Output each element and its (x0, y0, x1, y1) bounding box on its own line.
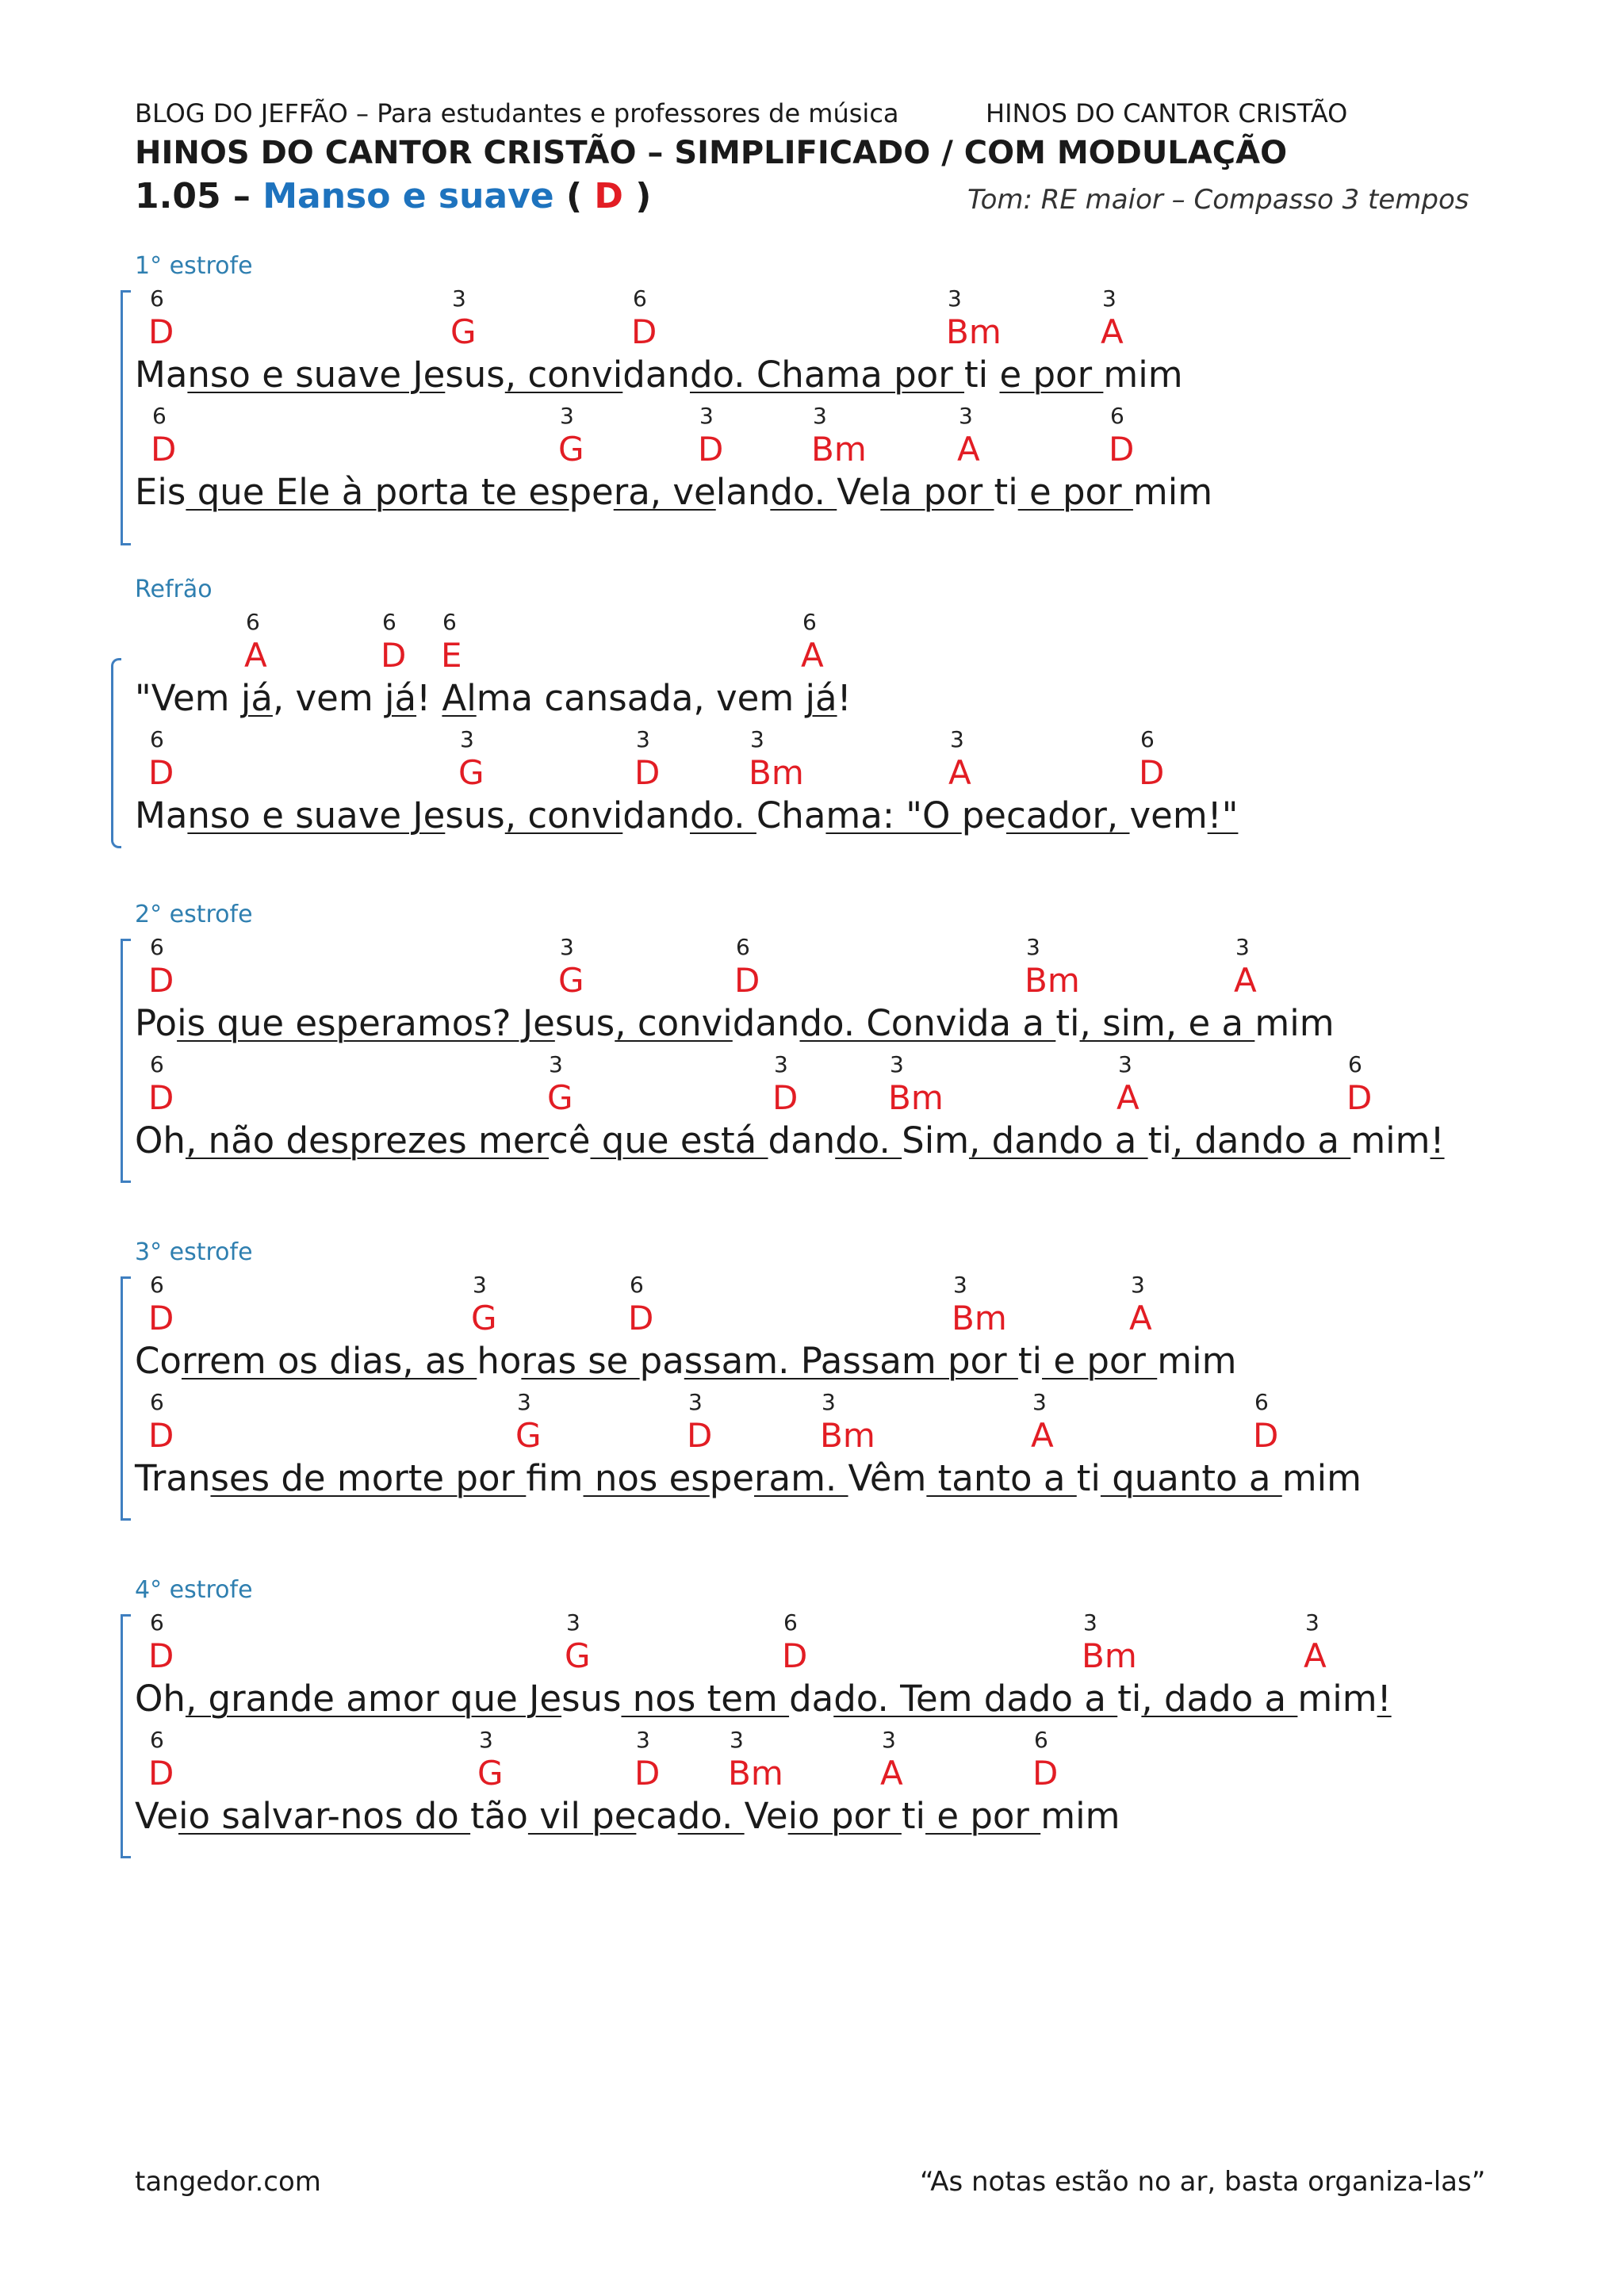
lyric-line (135, 1002, 1335, 1044)
beat-count: 6 (630, 1272, 644, 1298)
beat-count: 3 (948, 285, 962, 312)
lyric-text: pe (709, 1457, 755, 1499)
beat-count: 6 (150, 285, 164, 312)
chord-symbol: G (458, 753, 485, 792)
lyric-text: ! (837, 677, 852, 719)
beat-count: 6 (150, 1609, 164, 1636)
lyric-text: Oh (135, 1678, 186, 1720)
lyric-text: sus (561, 1678, 622, 1720)
section-label-1: 1° estrofe (135, 252, 253, 280)
beat-count: 3 (688, 1389, 703, 1415)
stressed-syllable: ra, ve (613, 471, 716, 513)
lyric-text: dan (622, 794, 690, 836)
tom-info: Tom: RE maior – Compasso 3 tempos (967, 184, 1469, 216)
lyric-text: dan (622, 354, 690, 396)
lyric-line (135, 1795, 1120, 1837)
chord-symbol: D (1109, 430, 1135, 469)
lyric-text: ho (477, 1340, 522, 1382)
beat-count: 6 (246, 609, 260, 635)
beat-count: 6 (1254, 1389, 1269, 1415)
section-label-4: 4° estrofe (135, 1576, 253, 1604)
chord-symbol: A (244, 636, 267, 675)
chord-symbol: G (558, 961, 584, 1000)
beat-count: 6 (736, 934, 750, 960)
chord-symbol: G (565, 1636, 591, 1675)
document-title: HINOS DO CANTOR CRISTÃO – SIMPLIFICADO / COM MODULAÇÃO (135, 135, 1288, 171)
section-bracket-3 (121, 1276, 131, 1521)
chord-symbol: G (450, 312, 477, 351)
beat-count: 3 (517, 1389, 531, 1415)
lyric-text: Ve (744, 1795, 788, 1837)
chord-symbol: Bm (946, 312, 1002, 351)
chord-symbol: A (1101, 312, 1124, 351)
lyric-text: pe (569, 471, 614, 513)
beat-count: 3 (699, 403, 714, 429)
lyric-text: tão (470, 1795, 528, 1837)
stressed-syllable: e por (1042, 1340, 1158, 1382)
stressed-syllable: , convi (504, 354, 623, 396)
stressed-syllable: , dando a (969, 1119, 1148, 1161)
stressed-syllable: do. (835, 1119, 902, 1161)
chord-symbol: D (687, 1416, 713, 1455)
beat-count: 3 (730, 1727, 744, 1753)
beat-count: 6 (783, 1609, 798, 1636)
lyric-text: sus (554, 1002, 615, 1044)
chord-symbol: Bm (1025, 961, 1080, 1000)
beat-count: 3 (1131, 1272, 1145, 1298)
beat-count: 3 (950, 726, 964, 752)
chord-symbol: E (441, 636, 462, 675)
lyric-text: Oh (135, 1119, 186, 1161)
lyric-text: Ma (135, 354, 188, 396)
lyric-text: Co (135, 1340, 182, 1382)
chord-symbol: G (547, 1078, 573, 1117)
chord-symbol: D (148, 753, 174, 792)
beat-count: 3 (566, 1609, 580, 1636)
stressed-syllable: ! (1377, 1678, 1392, 1720)
beat-count: 3 (822, 1389, 836, 1415)
chord-symbol: D (634, 1754, 661, 1793)
stressed-syllable: ram. (754, 1457, 848, 1499)
chord-symbol: D (734, 961, 760, 1000)
stressed-syllable: Al (442, 677, 477, 719)
stressed-syllable: , não desprezes mer (185, 1119, 550, 1161)
stressed-syllable: , convi (615, 1002, 733, 1044)
section-bracket-2 (121, 939, 131, 1183)
section-bracket-4 (121, 1614, 131, 1858)
lyric-line (135, 677, 852, 719)
beat-count: 6 (633, 285, 647, 312)
stressed-syllable: já (805, 677, 837, 719)
beat-count: 3 (460, 726, 474, 752)
stressed-syllable: nso e suave Je (187, 354, 446, 396)
lyric-text: ti (964, 354, 1000, 396)
stressed-syllable: ssam. Passam por (684, 1340, 1018, 1382)
chord-symbol: Bm (749, 753, 804, 792)
lyric-text: dan (732, 1002, 800, 1044)
hymn-heading (135, 176, 651, 216)
beat-count: 3 (549, 1051, 563, 1077)
chord-symbol: D (381, 636, 407, 675)
lyric-text: mim (1297, 1678, 1377, 1720)
lyric-text: sus (445, 354, 505, 396)
beat-count: 3 (1118, 1051, 1132, 1077)
chord-symbol: A (1234, 961, 1257, 1000)
lyric-text: Ma (135, 794, 188, 836)
chord-symbol: Bm (888, 1078, 944, 1117)
beat-count: 3 (1235, 934, 1250, 960)
chord-symbol: D (782, 1636, 808, 1675)
lyric-line (135, 1457, 1362, 1499)
chord-symbol: D (772, 1078, 799, 1117)
chord-symbol: Bm (952, 1299, 1007, 1337)
lyric-text: mim (1103, 354, 1183, 396)
lyric-line (135, 1678, 1392, 1720)
lyric-text: ma cansada, vem (476, 677, 806, 719)
lyric-line (135, 471, 1212, 513)
chord-symbol: A (801, 636, 824, 675)
lyric-text: ti (1076, 1457, 1101, 1499)
beat-count: 3 (1026, 934, 1040, 960)
stressed-syllable: , dado a (1141, 1678, 1298, 1720)
stressed-syllable: , grande amor que Je (185, 1678, 562, 1720)
stressed-syllable: io salvar-nos do (178, 1795, 471, 1837)
beat-count: 3 (452, 285, 466, 312)
lyric-text: lan (715, 471, 771, 513)
lyric-text: Vêm (848, 1457, 927, 1499)
stressed-syllable: do. (770, 471, 837, 513)
beat-count: 3 (473, 1272, 487, 1298)
lyric-text: "Vem (135, 677, 241, 719)
lyric-text: Eis (135, 471, 186, 513)
lyric-line (135, 1119, 1445, 1161)
lyric-text: mim (1040, 1795, 1120, 1837)
beat-count: 6 (802, 609, 817, 635)
stressed-syllable: la por (880, 471, 994, 513)
stressed-syllable: já (384, 677, 417, 719)
hymn-key: D (594, 176, 623, 216)
stressed-syllable: já (240, 677, 273, 719)
lyric-text: , vem (272, 677, 385, 719)
lyric-text: ti (1117, 1678, 1142, 1720)
stressed-syllable: e por (925, 1795, 1041, 1837)
lyric-text: fim (526, 1457, 584, 1499)
chord-symbol: Bm (811, 430, 867, 469)
section-label-3: 3° estrofe (135, 1238, 253, 1266)
chord-symbol: D (148, 1299, 174, 1337)
beat-count: 6 (442, 609, 457, 635)
beat-count: 3 (882, 1727, 896, 1753)
lyric-text: cê (549, 1119, 591, 1161)
beat-count: 6 (382, 609, 396, 635)
stressed-syllable: tanto a (926, 1457, 1077, 1499)
section-label-2: 2° estrofe (135, 901, 253, 928)
beat-count: 6 (150, 1389, 164, 1415)
beat-count: 6 (150, 1272, 164, 1298)
chord-symbol: D (148, 312, 174, 351)
chord-symbol: D (1253, 1416, 1279, 1455)
beat-count: 3 (1032, 1389, 1047, 1415)
lyric-text: Tran (135, 1457, 211, 1499)
key-open: ( (565, 176, 583, 216)
lyric-text: ti (901, 1795, 926, 1837)
lyric-text: dan (768, 1119, 836, 1161)
series-tag: HINOS DO CANTOR CRISTÃO (986, 98, 1348, 128)
chord-symbol: D (634, 753, 661, 792)
lyric-text: pa (639, 1340, 684, 1382)
beat-count: 3 (479, 1727, 493, 1753)
chord-symbol: D (148, 1078, 174, 1117)
lyric-text: ti (994, 471, 1018, 513)
chord-symbol: Bm (728, 1754, 783, 1793)
lyric-text: mim (1254, 1002, 1335, 1044)
stressed-syllable: cador, (1005, 794, 1130, 836)
chord-symbol: A (880, 1754, 903, 1793)
chord-symbol: G (515, 1416, 542, 1455)
beat-count: 3 (560, 403, 574, 429)
chord-symbol: D (1139, 753, 1165, 792)
section-label-refrain: Refrão (135, 576, 213, 603)
lyric-text: ti (1055, 1002, 1080, 1044)
beat-count: 6 (1140, 726, 1155, 752)
footer-site: tangedor.com (135, 2166, 321, 2198)
beat-count: 6 (1110, 403, 1124, 429)
lyric-text: Ve (837, 471, 881, 513)
lyric-text: mim (1281, 1457, 1362, 1499)
beat-count: 6 (152, 403, 167, 429)
beat-count: 6 (150, 1727, 164, 1753)
chord-symbol: G (477, 1754, 504, 1793)
chord-symbol: Bm (820, 1416, 875, 1455)
stressed-syllable: que está (590, 1119, 768, 1161)
chord-symbol: D (698, 430, 724, 469)
chord-symbol: A (1031, 1416, 1054, 1455)
stressed-syllable: is que esperamos? Je (177, 1002, 555, 1044)
section-bracket-refrain (111, 658, 121, 848)
lyric-text: ca (636, 1795, 678, 1837)
stressed-syllable: ses de morte por (210, 1457, 527, 1499)
blog-header: BLOG DO JEFFÃO – Para estudantes e professores de música (135, 98, 899, 128)
lyric-text: mim (1157, 1340, 1237, 1382)
lyric-text: da (789, 1678, 834, 1720)
section-bracket-1 (121, 290, 131, 545)
lyric-text: Ve (135, 1795, 178, 1837)
stressed-syllable: do. (677, 1795, 745, 1837)
footer-quote: “As notas estão no ar, basta organiza-las” (920, 2166, 1486, 2198)
stressed-syllable: que Ele à porta te es (186, 471, 569, 513)
chord-symbol: D (148, 1416, 174, 1455)
stressed-syllable: vil pe (527, 1795, 637, 1837)
stressed-syllable: e por (1017, 471, 1133, 513)
stressed-syllable: do. Convida a (799, 1002, 1056, 1044)
stressed-syllable: nos tem (621, 1678, 790, 1720)
stressed-syllable: , sim, e a (1079, 1002, 1255, 1044)
chord-symbol: A (957, 430, 980, 469)
beat-count: 3 (750, 726, 764, 752)
lyric-text: vem (1129, 794, 1208, 836)
beat-count: 3 (1305, 1609, 1320, 1636)
stressed-syllable: rrem os dias, as (181, 1340, 477, 1382)
lyric-text: Sim (902, 1119, 970, 1161)
lyric-text: ! (416, 677, 442, 719)
stressed-syllable: quanto a (1100, 1457, 1282, 1499)
lyric-line (135, 354, 1183, 396)
stressed-syllable: nso e suave Je (187, 794, 446, 836)
lyric-text: Po (135, 1002, 178, 1044)
stressed-syllable: ! (1430, 1119, 1445, 1161)
chord-symbol: D (631, 312, 657, 351)
beat-count: 3 (636, 1727, 650, 1753)
chord-symbol: G (471, 1299, 497, 1337)
chord-symbol: D (628, 1299, 654, 1337)
beat-count: 3 (813, 403, 827, 429)
stressed-syllable: ras se (521, 1340, 640, 1382)
chord-symbol: D (148, 961, 174, 1000)
lyric-text: mim (1350, 1119, 1431, 1161)
stressed-syllable: do. Tem dado a (833, 1678, 1118, 1720)
beat-count: 3 (560, 934, 574, 960)
beat-count: 6 (150, 1051, 164, 1077)
chord-symbol: D (148, 1754, 174, 1793)
beat-count: 6 (1348, 1051, 1362, 1077)
chord-symbol: A (1304, 1636, 1327, 1675)
stressed-syllable: , convi (504, 794, 623, 836)
beat-count: 3 (890, 1051, 904, 1077)
beat-count: 3 (636, 726, 650, 752)
stressed-syllable: io por (787, 1795, 902, 1837)
chord-symbol: Bm (1082, 1636, 1137, 1675)
chord-symbol: G (558, 430, 584, 469)
beat-count: 6 (150, 726, 164, 752)
beat-count: 3 (1083, 1609, 1097, 1636)
stressed-syllable: ma: "O (825, 794, 962, 836)
beat-count: 3 (1102, 285, 1116, 312)
lyric-text: sus (445, 794, 505, 836)
chord-symbol: D (148, 1636, 174, 1675)
stressed-syllable: !" (1207, 794, 1239, 836)
stressed-syllable: do. (689, 794, 756, 836)
chord-symbol: D (1346, 1078, 1373, 1117)
chord-symbol: A (948, 753, 971, 792)
lyric-text: mim (1132, 471, 1213, 513)
hymn-number: 1.05 – (135, 176, 251, 216)
lyric-line (135, 794, 1238, 836)
stressed-syllable: do. Chama por (689, 354, 965, 396)
lyric-text: ti (1147, 1119, 1172, 1161)
hymn-name: Manso e suave (262, 176, 554, 216)
key-close: ) (635, 176, 652, 216)
beat-count: 3 (774, 1051, 788, 1077)
stressed-syllable: nos es (583, 1457, 710, 1499)
lyric-text: Cha (756, 794, 826, 836)
chord-symbol: D (151, 430, 177, 469)
lyric-text: ti (1017, 1340, 1043, 1382)
beat-count: 6 (150, 934, 164, 960)
stressed-syllable: e por (999, 354, 1104, 396)
lyric-text: pe (961, 794, 1006, 836)
beat-count: 6 (1034, 1727, 1048, 1753)
chord-symbol: D (1032, 1754, 1059, 1793)
chord-symbol: A (1116, 1078, 1139, 1117)
beat-count: 3 (959, 403, 973, 429)
beat-count: 3 (953, 1272, 967, 1298)
lyric-line (135, 1340, 1236, 1382)
stressed-syllable: , dando a (1171, 1119, 1351, 1161)
chord-symbol: A (1129, 1299, 1152, 1337)
